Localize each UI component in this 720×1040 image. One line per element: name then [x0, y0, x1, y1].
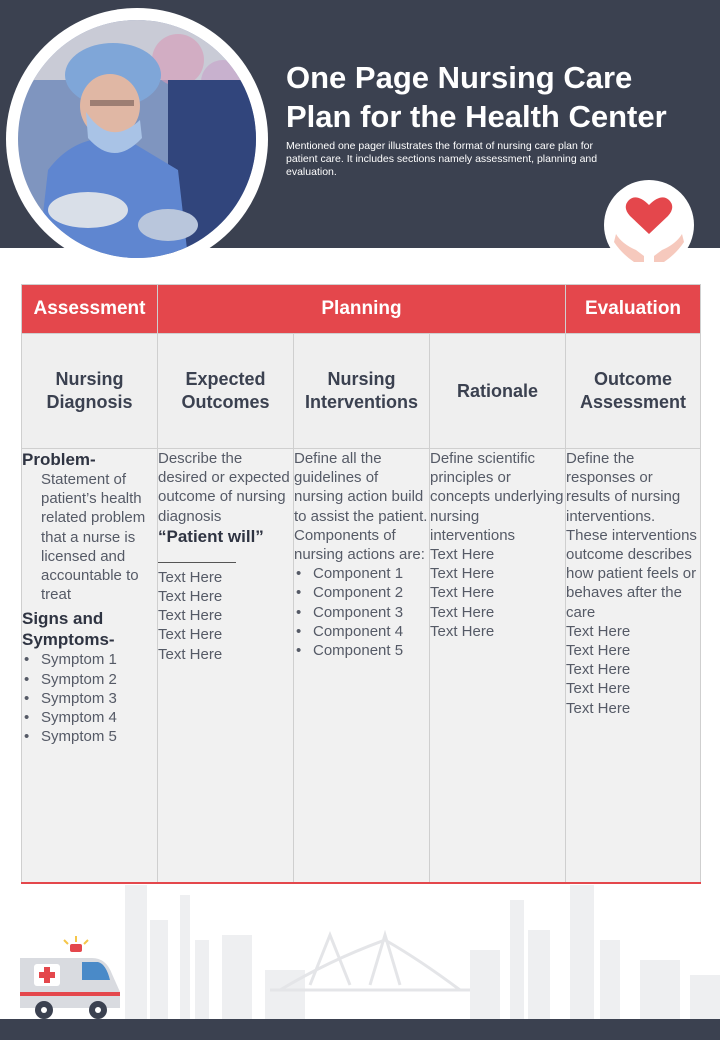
interventions-cell — [294, 449, 430, 884]
list-item: • Component 2 — [294, 583, 429, 602]
interventions-text: Define all the guidelines of nursing action build to assist the patient. Components of nursing actions are: — [294, 450, 428, 564]
group-planning: Planning — [158, 285, 566, 334]
symptom-list — [22, 650, 157, 746]
list-item: Text Here — [430, 565, 495, 583]
col-outcome-assessment: Outcome Assessment — [566, 334, 701, 449]
patient-will: “Patient will” — [158, 526, 293, 568]
list-item: Text Here — [158, 607, 223, 625]
list-item: Text Here — [566, 622, 631, 640]
group-evaluation: Evaluation — [566, 285, 701, 334]
outcome-assessment-cell — [566, 449, 701, 884]
ambulance-icon — [16, 934, 126, 1024]
rationale-text: Define scientific principles or concepts underlying nursing interventions — [430, 450, 564, 544]
list-item: • Symptom 4 — [22, 708, 157, 727]
list-item: Text Here — [430, 584, 495, 602]
group-assessment: Assessment — [22, 285, 158, 334]
list-item: Text Here — [158, 588, 223, 606]
list-item: • Component 4 — [294, 622, 429, 641]
problem-text: Statement of patient’s health related problem that a nurse is licensed and accountable to treat — [41, 471, 146, 604]
outcomes-text: Describe the desired or expected outcome of nursing diagnosis — [158, 450, 290, 525]
content-row — [22, 449, 701, 884]
list-item: • Component 5 — [294, 641, 429, 660]
footer-bar — [0, 1019, 720, 1040]
list-item: Text Here — [566, 661, 631, 679]
page-title: One Page Nursing Care Plan for the Health Center — [286, 60, 667, 134]
group-header-row — [22, 285, 701, 334]
signs-heading: Signs and Symptoms- — [22, 609, 115, 650]
problem-heading: Problem- — [22, 450, 96, 469]
care-plan-table — [21, 284, 701, 884]
outcome-assessment-text: Define the responses or results of nursing interventions. These interventions outcome describes how patient feels or behaves after the care — [566, 450, 697, 621]
list-item: • Symptom 2 — [22, 670, 157, 689]
surgeon-photo — [18, 20, 256, 258]
col-nursing-diagnosis: Nursing Diagnosis — [22, 334, 158, 449]
diagnosis-cell — [22, 449, 158, 884]
list-item: Text Here — [566, 642, 631, 660]
rationale-cell — [430, 449, 566, 884]
list-item: Text Here — [566, 680, 631, 698]
list-item: Text Here — [158, 645, 223, 663]
component-list — [294, 564, 429, 660]
list-item: Text Here — [430, 546, 495, 564]
list-item: • Component 3 — [294, 603, 429, 622]
list-item: Text Here — [430, 622, 495, 640]
list-item: • Symptom 3 — [22, 689, 157, 708]
header-banner — [0, 0, 720, 248]
list-item: • Component 1 — [294, 564, 429, 583]
list-item: Text Here — [566, 699, 631, 717]
page-subtitle: Mentioned one pager illustrates the format of nursing care plan for patient care. It includes sections namely assessment, planning and evaluation. — [286, 140, 598, 178]
col-expected-outcomes: Expected Outcomes — [158, 334, 294, 449]
list-item: Text Here — [158, 568, 223, 586]
list-item: Text Here — [158, 626, 223, 644]
col-nursing-interventions: Nursing Interventions — [294, 334, 430, 449]
outcomes-cell — [158, 449, 294, 884]
col-rationale: Rationale — [430, 334, 566, 449]
list-item: Text Here — [430, 603, 495, 621]
heart-hands-icon — [604, 180, 694, 270]
list-item: • Symptom 5 — [22, 727, 157, 746]
column-header-row — [22, 334, 701, 449]
list-item: • Symptom 1 — [22, 650, 157, 669]
